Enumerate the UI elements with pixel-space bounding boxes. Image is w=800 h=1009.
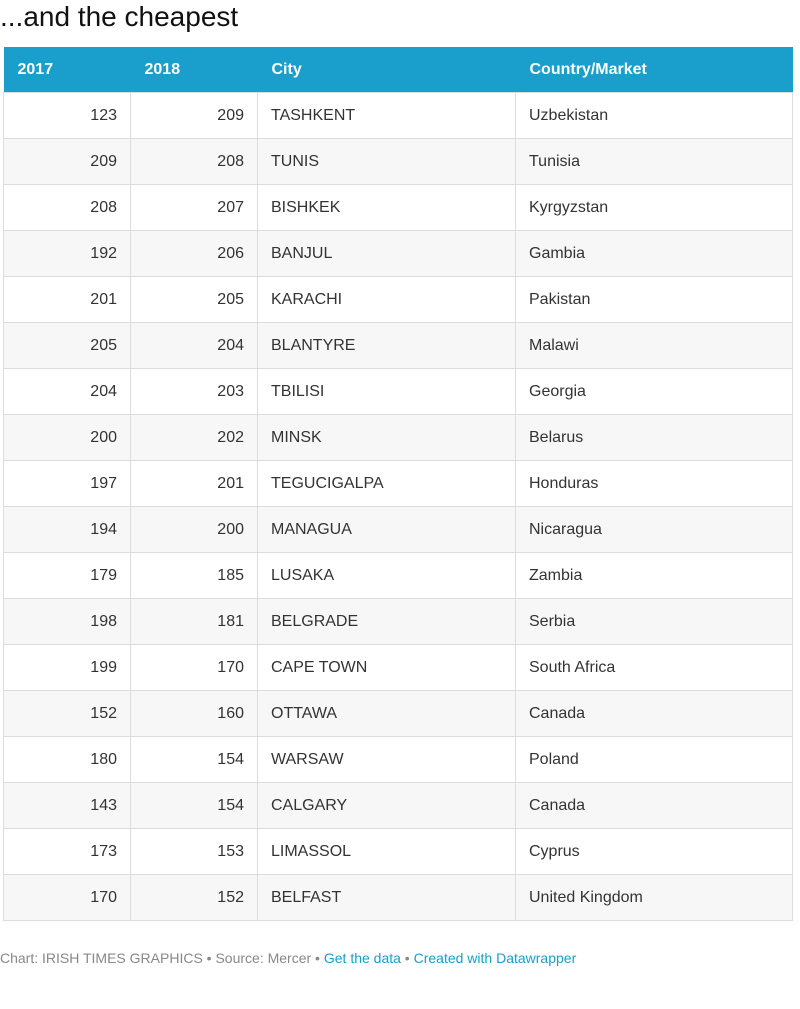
table-row <box>4 691 793 737</box>
table-cell-value-2018: 153 <box>131 829 258 875</box>
table-row <box>4 829 793 875</box>
footer-separator: • <box>202 950 216 966</box>
chart-title: ...and the cheapest <box>0 1 239 32</box>
table-cell-value-2017: 209 <box>4 139 131 185</box>
table-cell-value-2017: 152 <box>4 691 131 737</box>
table-cell-country-market: Gambia <box>516 231 793 277</box>
table-row <box>4 599 793 645</box>
table-cell-value-2018: 206 <box>131 231 258 277</box>
table-cell-city: BELFAST <box>258 875 516 921</box>
table-row <box>4 415 793 461</box>
table-cell-country-market: Belarus <box>516 415 793 461</box>
table-body <box>4 93 793 921</box>
table-cell-city: BLANTYRE <box>258 323 516 369</box>
source-text: Source: Mercer <box>215 950 312 966</box>
table-cell-value-2018: 181 <box>131 599 258 645</box>
table-cell-city: TUNIS <box>258 139 516 185</box>
table-cell-city: BISHKEK <box>258 185 516 231</box>
get-the-data-link[interactable]: Get the data <box>323 950 401 966</box>
table-cell-city: CALGARY <box>258 783 516 829</box>
table-cell-value-2017: 173 <box>4 829 131 875</box>
chart-footer <box>0 948 576 968</box>
table-cell-value-2017: 208 <box>4 185 131 231</box>
table-cell-country-market: Tunisia <box>516 139 793 185</box>
table-cell-value-2018: 201 <box>131 461 258 507</box>
table-cell-value-2017: 198 <box>4 599 131 645</box>
table-row <box>4 323 793 369</box>
table-cell-country-market: United Kingdom <box>516 875 793 921</box>
table-cell-country-market: Canada <box>516 691 793 737</box>
table-cell-country-market: Zambia <box>516 553 793 599</box>
table-cell-city: TASHKENT <box>258 93 516 139</box>
table-cell-city: MINSK <box>258 415 516 461</box>
table-cell-country-market: Cyprus <box>516 829 793 875</box>
table-row <box>4 139 793 185</box>
table-cell-country-market: Georgia <box>516 369 793 415</box>
table-cell-value-2018: 154 <box>131 737 258 783</box>
table-cell-value-2017: 205 <box>4 323 131 369</box>
table-row <box>4 461 793 507</box>
table-cell-city: TBILISI <box>258 369 516 415</box>
table-cell-value-2018: 203 <box>131 369 258 415</box>
table-row <box>4 737 793 783</box>
table-cell-city: BELGRADE <box>258 599 516 645</box>
column-header-2017[interactable]: 2017 <box>4 47 131 93</box>
table-cell-value-2018: 208 <box>131 139 258 185</box>
table-cell-value-2017: 192 <box>4 231 131 277</box>
table-cell-value-2018: 202 <box>131 415 258 461</box>
table-cell-city: BANJUL <box>258 231 516 277</box>
table-row <box>4 875 793 921</box>
table-cell-country-market: South Africa <box>516 645 793 691</box>
table-cell-value-2017: 123 <box>4 93 131 139</box>
table-cell-value-2018: 185 <box>131 553 258 599</box>
table-cell-country-market: Malawi <box>516 323 793 369</box>
table-cell-value-2017: 180 <box>4 737 131 783</box>
footer-separator: • <box>311 950 324 966</box>
table-row <box>4 783 793 829</box>
chart-credit: Chart: IRISH TIMES GRAPHICS <box>0 950 203 966</box>
table-cell-country-market: Honduras <box>516 461 793 507</box>
table-cell-value-2018: 207 <box>131 185 258 231</box>
table-cell-value-2017: 200 <box>4 415 131 461</box>
table-cell-value-2018: 154 <box>131 783 258 829</box>
table-row <box>4 93 793 139</box>
table-cell-value-2018: 200 <box>131 507 258 553</box>
table-cell-country-market: Nicaragua <box>516 507 793 553</box>
created-with-datawrapper-link[interactable]: Created with Datawrapper <box>413 950 577 966</box>
table-cell-value-2017: 194 <box>4 507 131 553</box>
table-cell-value-2017: 201 <box>4 277 131 323</box>
table-cell-value-2018: 152 <box>131 875 258 921</box>
table-cell-country-market: Canada <box>516 783 793 829</box>
table-header-row <box>4 47 793 93</box>
table-cell-city: KARACHI <box>258 277 516 323</box>
table-cell-city: MANAGUA <box>258 507 516 553</box>
data-table <box>3 47 793 921</box>
table-cell-city: LIMASSOL <box>258 829 516 875</box>
table-cell-city: LUSAKA <box>258 553 516 599</box>
table-row <box>4 553 793 599</box>
table-row <box>4 277 793 323</box>
table-cell-value-2017: 204 <box>4 369 131 415</box>
table-cell-city: TEGUCIGALPA <box>258 461 516 507</box>
table-cell-country-market: Poland <box>516 737 793 783</box>
column-header-city[interactable]: City <box>258 47 516 93</box>
table-cell-value-2018: 170 <box>131 645 258 691</box>
table-cell-country-market: Uzbekistan <box>516 93 793 139</box>
table-cell-country-market: Serbia <box>516 599 793 645</box>
table-cell-value-2018: 205 <box>131 277 258 323</box>
table-cell-value-2018: 204 <box>131 323 258 369</box>
table-row <box>4 185 793 231</box>
table-cell-value-2017: 199 <box>4 645 131 691</box>
footer-separator: • <box>400 950 414 966</box>
column-header-country-market[interactable]: Country/Market <box>516 47 793 93</box>
table-cell-value-2017: 170 <box>4 875 131 921</box>
table-cell-value-2017: 143 <box>4 783 131 829</box>
table-cell-country-market: Kyrgyzstan <box>516 185 793 231</box>
table-cell-value-2017: 179 <box>4 553 131 599</box>
table-cell-city: OTTAWA <box>258 691 516 737</box>
table-cell-value-2018: 209 <box>131 93 258 139</box>
table-cell-country-market: Pakistan <box>516 277 793 323</box>
table-cell-value-2017: 197 <box>4 461 131 507</box>
table-row <box>4 507 793 553</box>
table-cell-value-2018: 160 <box>131 691 258 737</box>
table-cell-city: CAPE TOWN <box>258 645 516 691</box>
column-header-2018[interactable]: 2018 <box>131 47 258 93</box>
table-row <box>4 369 793 415</box>
table-cell-city: WARSAW <box>258 737 516 783</box>
table-row <box>4 645 793 691</box>
table-row <box>4 231 793 277</box>
